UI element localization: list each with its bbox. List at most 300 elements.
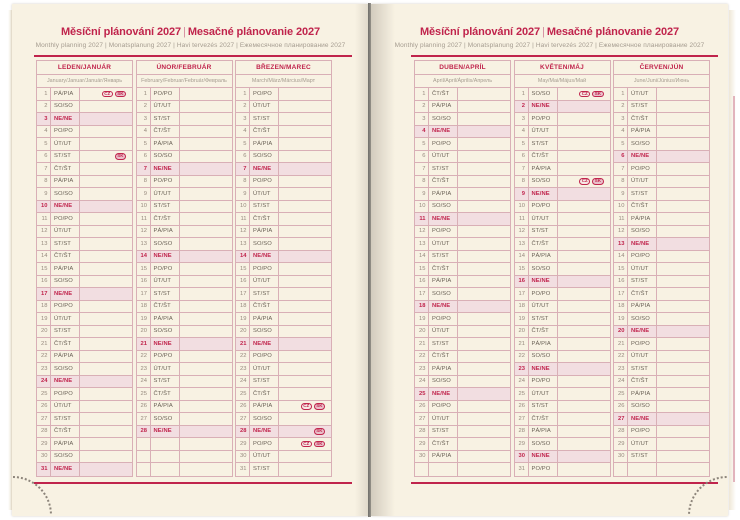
weekday-abbreviation: NE/NE <box>529 101 558 113</box>
month-table <box>235 60 332 477</box>
cz-holiday-badge: CZ <box>579 91 590 98</box>
day-number: 7 <box>614 163 628 175</box>
notes-cell <box>279 226 331 238</box>
weekday-abbreviation: PO/PO <box>250 88 279 100</box>
notes-cell <box>279 263 331 275</box>
notes-cell <box>180 238 232 250</box>
weekday-abbreviation: ST/ST <box>628 363 657 375</box>
notes-cell <box>558 276 610 288</box>
day-row <box>37 88 132 101</box>
notes-cell <box>657 426 709 438</box>
weekday-abbreviation: SO/SO <box>151 151 180 163</box>
weekday-abbreviation: ČT/ŠT <box>250 388 279 400</box>
day-row <box>614 438 709 451</box>
notes-cell <box>180 263 232 275</box>
notes-cell <box>279 176 331 188</box>
day-number: 11 <box>415 213 429 225</box>
month-name: KVĚTEN/MÁJ <box>515 61 610 75</box>
day-row <box>37 113 132 126</box>
day-row <box>137 288 232 301</box>
weekday-abbreviation <box>628 463 657 476</box>
weekday-abbreviation: ST/ST <box>151 201 180 213</box>
day-number: 26 <box>137 401 151 413</box>
day-row <box>515 238 610 251</box>
day-number: 31 <box>236 463 250 476</box>
weekday-abbreviation: ST/ST <box>151 376 180 388</box>
day-number: 8 <box>515 176 529 188</box>
day-number: 16 <box>614 276 628 288</box>
weekday-abbreviation: NE/NE <box>151 163 180 175</box>
day-number: 23 <box>37 363 51 375</box>
day-number: 27 <box>614 413 628 425</box>
weekday-abbreviation: SO/SO <box>250 151 279 163</box>
title-divider: | <box>542 26 545 38</box>
day-row <box>236 376 331 389</box>
day-row <box>614 401 709 414</box>
day-number: 6 <box>614 151 628 163</box>
weekday-abbreviation: ST/ST <box>628 188 657 200</box>
day-number: 10 <box>236 201 250 213</box>
day-number: 14 <box>137 251 151 263</box>
notes-cell <box>80 251 132 263</box>
notes-cell <box>279 276 331 288</box>
notes-cell <box>180 313 232 325</box>
notes-cell <box>657 351 709 363</box>
day-number: 5 <box>137 138 151 150</box>
day-row <box>415 313 510 326</box>
weekday-abbreviation: ST/ST <box>151 113 180 125</box>
notes-cell <box>657 363 709 375</box>
notes-cell <box>180 101 232 113</box>
weekday-abbreviation: ÚT/UT <box>529 213 558 225</box>
weekday-abbreviation: PÁ/PIA <box>151 226 180 238</box>
day-row <box>614 251 709 264</box>
day-row <box>614 276 709 289</box>
notes-cell <box>180 151 232 163</box>
day-row <box>515 376 610 389</box>
day-row <box>37 426 132 439</box>
weekday-abbreviation: PÁ/PIA <box>151 401 180 413</box>
month-name: DUBEN/APRÍL <box>415 61 510 75</box>
day-number: 10 <box>515 201 529 213</box>
empty-row <box>137 463 232 476</box>
day-row <box>515 163 610 176</box>
day-row <box>415 188 510 201</box>
day-number <box>415 463 429 476</box>
sk-holiday-badge: SK <box>314 428 325 435</box>
day-number: 17 <box>415 288 429 300</box>
day-number: 13 <box>415 238 429 250</box>
weekday-abbreviation: ST/ST <box>250 113 279 125</box>
notes-cell <box>458 313 510 325</box>
notes-cell <box>279 126 331 138</box>
day-row <box>236 401 331 414</box>
day-number: 24 <box>515 376 529 388</box>
notes-cell <box>80 451 132 463</box>
weekday-abbreviation: ST/ST <box>429 426 458 438</box>
notes-cell <box>558 351 610 363</box>
notes-cell <box>458 126 510 138</box>
corner-dots-bottom-right <box>687 475 727 515</box>
day-number: 4 <box>515 126 529 138</box>
month-subtitle: January/Januar/Január/Январь <box>37 75 132 88</box>
weekday-abbreviation: ÚT/UT <box>250 451 279 463</box>
notes-cell <box>80 101 132 113</box>
page-title-czech: Měsíční plánování 2027 <box>60 26 182 38</box>
day-row <box>515 176 610 189</box>
day-number: 26 <box>515 401 529 413</box>
notes-cell <box>558 176 610 188</box>
day-row <box>515 388 610 401</box>
weekday-abbreviation: ST/ST <box>429 251 458 263</box>
notes-cell <box>279 376 331 388</box>
weekday-abbreviation: PÁ/PIA <box>628 301 657 313</box>
day-row <box>415 413 510 426</box>
day-row <box>515 113 610 126</box>
day-number: 14 <box>515 251 529 263</box>
weekday-abbreviation: ÚT/UT <box>250 276 279 288</box>
weekday-abbreviation: ČT/ŠT <box>529 151 558 163</box>
notes-cell <box>80 138 132 150</box>
notes-cell <box>657 226 709 238</box>
day-number: 8 <box>614 176 628 188</box>
notes-cell <box>558 288 610 300</box>
day-row <box>515 401 610 414</box>
weekday-abbreviation: ST/ST <box>250 463 279 476</box>
day-number: 22 <box>137 351 151 363</box>
weekday-abbreviation: NE/NE <box>529 451 558 463</box>
sk-holiday-badge: SK <box>314 403 325 410</box>
day-row <box>137 338 232 351</box>
day-number: 24 <box>614 376 628 388</box>
weekday-abbreviation: NE/NE <box>250 163 279 175</box>
weekday-abbreviation: ÚT/UT <box>429 238 458 250</box>
notes-cell <box>279 463 331 476</box>
day-row <box>415 451 510 464</box>
weekday-abbreviation: ÚT/UT <box>151 363 180 375</box>
dotted-arc <box>688 476 727 515</box>
day-row <box>137 188 232 201</box>
weekday-abbreviation: ÚT/UT <box>151 101 180 113</box>
day-row <box>515 201 610 214</box>
notes-cell <box>180 126 232 138</box>
weekday-abbreviation: SO/SO <box>628 226 657 238</box>
day-number: 27 <box>37 413 51 425</box>
weekday-abbreviation: NE/NE <box>628 413 657 425</box>
day-number: 30 <box>236 451 250 463</box>
notes-cell <box>657 276 709 288</box>
day-row <box>37 338 132 351</box>
weekday-abbreviation: PÁ/PIA <box>429 188 458 200</box>
day-number: 14 <box>614 251 628 263</box>
notes-cell <box>180 426 232 438</box>
weekday-abbreviation: ÚT/UT <box>628 263 657 275</box>
weekday-abbreviation: SO/SO <box>529 88 558 100</box>
weekday-abbreviation: PÁ/PIA <box>151 138 180 150</box>
weekday-abbreviation: SO/SO <box>51 188 80 200</box>
notes-cell <box>558 138 610 150</box>
notes-cell <box>558 326 610 338</box>
day-number: 13 <box>515 238 529 250</box>
day-row <box>37 276 132 289</box>
page-title-slovak: Mesačné plánovanie 2027 <box>546 26 680 38</box>
day-number: 12 <box>137 226 151 238</box>
day-number: 20 <box>614 326 628 338</box>
weekday-abbreviation: ČT/ŠT <box>429 351 458 363</box>
weekday-abbreviation: PO/PO <box>429 313 458 325</box>
weekday-abbreviation: ST/ST <box>429 338 458 350</box>
notes-cell <box>458 401 510 413</box>
day-row <box>415 363 510 376</box>
weekday-abbreviation: PÁ/PIA <box>51 351 80 363</box>
day-row <box>415 388 510 401</box>
page-header <box>12 4 369 57</box>
notes-cell <box>657 138 709 150</box>
day-number: 17 <box>236 288 250 300</box>
empty-row <box>137 451 232 464</box>
day-number: 22 <box>37 351 51 363</box>
cz-holiday-badge: CZ <box>579 178 590 185</box>
weekday-abbreviation: PO/PO <box>529 113 558 125</box>
notes-cell <box>279 301 331 313</box>
weekday-abbreviation: ÚT/UT <box>51 401 80 413</box>
notes-cell <box>80 113 132 125</box>
day-row <box>614 338 709 351</box>
day-number: 4 <box>137 126 151 138</box>
day-number: 25 <box>236 388 250 400</box>
day-number: 8 <box>415 176 429 188</box>
weekday-abbreviation: PO/PO <box>250 176 279 188</box>
day-row <box>614 176 709 189</box>
notes-cell <box>180 326 232 338</box>
day-row <box>515 288 610 301</box>
notes-cell <box>458 338 510 350</box>
day-number: 2 <box>236 101 250 113</box>
notes-cell <box>558 113 610 125</box>
day-row <box>37 351 132 364</box>
day-row <box>515 213 610 226</box>
day-number: 10 <box>37 201 51 213</box>
day-number: 22 <box>614 351 628 363</box>
weekday-abbreviation: PÁ/PIA <box>628 126 657 138</box>
day-row <box>415 401 510 414</box>
day-number <box>614 463 628 476</box>
day-number: 19 <box>236 313 250 325</box>
notes-cell <box>558 151 610 163</box>
day-row <box>415 151 510 164</box>
weekday-abbreviation: PO/PO <box>628 163 657 175</box>
day-row <box>37 238 132 251</box>
day-row <box>137 426 232 439</box>
notes-cell <box>558 213 610 225</box>
notes-cell <box>180 376 232 388</box>
weekday-abbreviation: NE/NE <box>250 426 279 438</box>
day-row <box>37 188 132 201</box>
day-number: 3 <box>236 113 250 125</box>
day-row <box>37 451 132 464</box>
weekday-abbreviation: PÁ/PIA <box>529 338 558 350</box>
day-row <box>236 276 331 289</box>
notes-cell <box>180 213 232 225</box>
day-number: 11 <box>137 213 151 225</box>
weekday-abbreviation: SO/SO <box>51 101 80 113</box>
notes-cell <box>80 463 132 476</box>
day-number: 4 <box>37 126 51 138</box>
weekday-abbreviation: PO/PO <box>628 426 657 438</box>
weekday-abbreviation: ÚT/UT <box>250 188 279 200</box>
weekday-abbreviation: ST/ST <box>151 288 180 300</box>
weekday-abbreviation: ČT/ŠT <box>628 113 657 125</box>
day-row <box>37 151 132 164</box>
day-number: 3 <box>415 113 429 125</box>
notes-cell <box>279 213 331 225</box>
notes-cell <box>458 138 510 150</box>
day-number: 27 <box>515 413 529 425</box>
day-number: 16 <box>415 276 429 288</box>
day-row <box>137 326 232 339</box>
notes-cell <box>80 88 132 100</box>
day-number: 5 <box>236 138 250 150</box>
notes-cell <box>558 413 610 425</box>
day-number <box>137 451 151 463</box>
weekday-abbreviation: PO/PO <box>151 88 180 100</box>
weekday-abbreviation: PO/PO <box>628 338 657 350</box>
notes-cell <box>458 113 510 125</box>
notes-cell <box>80 363 132 375</box>
day-row <box>614 113 709 126</box>
day-row <box>236 238 331 251</box>
day-row <box>137 376 232 389</box>
day-number: 20 <box>236 326 250 338</box>
day-row <box>236 101 331 114</box>
weekday-abbreviation: PÁ/PIA <box>250 313 279 325</box>
day-number: 27 <box>236 413 250 425</box>
day-number: 3 <box>137 113 151 125</box>
weekday-abbreviation: ÚT/UT <box>151 188 180 200</box>
day-row <box>137 313 232 326</box>
day-row <box>614 413 709 426</box>
notes-cell <box>458 276 510 288</box>
weekday-abbreviation: SO/SO <box>429 201 458 213</box>
day-number: 21 <box>137 338 151 350</box>
top-rule <box>411 55 718 57</box>
day-number: 29 <box>415 438 429 450</box>
day-number: 16 <box>137 276 151 288</box>
weekday-abbreviation: ČT/ŠT <box>429 176 458 188</box>
notes-cell <box>279 451 331 463</box>
weekday-abbreviation: ČT/ŠT <box>529 413 558 425</box>
notes-cell <box>80 313 132 325</box>
day-row <box>137 213 232 226</box>
day-row <box>614 326 709 339</box>
month-subtitle: May/Mai/Május/Май <box>515 75 610 88</box>
month-subtitle: February/Februar/Február/Февраль <box>137 75 232 88</box>
notes-cell <box>657 163 709 175</box>
notes-cell <box>458 88 510 100</box>
day-number: 19 <box>137 313 151 325</box>
page-title-slovak: Mesačné plánovanie 2027 <box>187 26 321 38</box>
day-row <box>515 313 610 326</box>
weekday-abbreviation: PO/PO <box>628 251 657 263</box>
day-row <box>614 313 709 326</box>
day-row <box>137 226 232 239</box>
day-row <box>415 163 510 176</box>
month-table <box>514 60 611 477</box>
weekday-abbreviation: NE/NE <box>628 238 657 250</box>
weekday-abbreviation: PÁ/PIA <box>628 213 657 225</box>
notes-cell <box>458 376 510 388</box>
day-number: 12 <box>515 226 529 238</box>
day-number: 20 <box>137 326 151 338</box>
notes-cell <box>180 413 232 425</box>
day-number: 6 <box>37 151 51 163</box>
notes-cell <box>458 288 510 300</box>
notes-cell <box>558 426 610 438</box>
day-number: 17 <box>37 288 51 300</box>
day-row <box>415 376 510 389</box>
day-row <box>236 388 331 401</box>
day-number: 25 <box>515 388 529 400</box>
empty-row <box>137 438 232 451</box>
day-number: 28 <box>236 426 250 438</box>
day-row <box>37 413 132 426</box>
weekday-abbreviation: ÚT/UT <box>628 438 657 450</box>
weekday-abbreviation: PO/PO <box>529 288 558 300</box>
day-row <box>515 451 610 464</box>
day-number: 28 <box>137 426 151 438</box>
weekday-abbreviation: ČT/ŠT <box>250 126 279 138</box>
day-number: 1 <box>415 88 429 100</box>
day-row <box>415 176 510 189</box>
notes-cell <box>279 326 331 338</box>
day-row <box>614 151 709 164</box>
day-row <box>236 188 331 201</box>
notes-cell <box>657 326 709 338</box>
weekday-abbreviation: NE/NE <box>529 363 558 375</box>
day-row <box>137 176 232 189</box>
day-row <box>515 276 610 289</box>
notes-cell <box>657 401 709 413</box>
notes-cell <box>180 251 232 263</box>
months-container-left <box>36 60 333 477</box>
day-row <box>37 301 132 314</box>
notes-cell <box>458 176 510 188</box>
day-number: 12 <box>415 226 429 238</box>
day-row <box>236 263 331 276</box>
day-row <box>236 338 331 351</box>
notes-cell <box>558 313 610 325</box>
weekday-abbreviation: ST/ST <box>51 151 80 163</box>
weekday-abbreviation: ÚT/UT <box>628 176 657 188</box>
notes-cell <box>558 451 610 463</box>
weekday-abbreviation: ST/ST <box>628 101 657 113</box>
notes-cell <box>558 226 610 238</box>
day-row <box>614 451 709 464</box>
weekday-abbreviation: ČT/ŠT <box>51 251 80 263</box>
day-number: 16 <box>515 276 529 288</box>
day-number: 28 <box>415 426 429 438</box>
cz-holiday-badge: CZ <box>301 403 312 410</box>
day-row <box>37 138 132 151</box>
day-number: 1 <box>137 88 151 100</box>
weekday-abbreviation: SO/SO <box>429 113 458 125</box>
weekday-abbreviation: ÚT/UT <box>250 101 279 113</box>
day-row <box>137 101 232 114</box>
weekday-abbreviation: PÁ/PIA <box>429 101 458 113</box>
notes-cell <box>558 388 610 400</box>
day-number: 31 <box>515 463 529 476</box>
months-container-right <box>414 60 711 477</box>
